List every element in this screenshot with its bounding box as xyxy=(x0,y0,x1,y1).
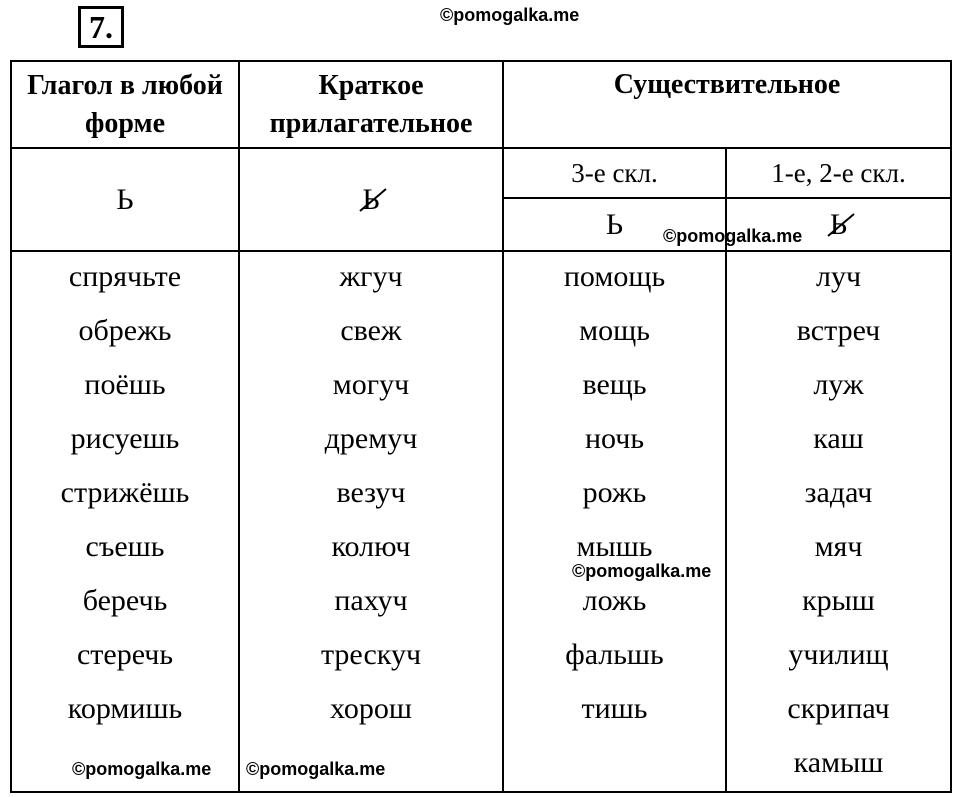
list-item: фальшь xyxy=(565,638,664,671)
list-item: встреч xyxy=(796,314,881,347)
list-item: кормишь xyxy=(67,692,183,725)
list-item: тишь xyxy=(581,692,648,725)
sign-adjective xyxy=(240,149,502,250)
task-number: 7. xyxy=(78,6,124,48)
list-item: обрежь xyxy=(78,314,172,347)
list-item: ночь xyxy=(584,422,645,455)
list-item: колюч xyxy=(331,530,411,563)
spelling-table xyxy=(10,60,952,793)
table-border-right xyxy=(950,60,952,793)
list-item: дремуч xyxy=(324,422,418,455)
list-item: хорош xyxy=(330,692,412,725)
watermark-middle: ©pomogalka.me xyxy=(572,561,712,581)
list-item: каш xyxy=(813,422,864,455)
list-item: свеж xyxy=(340,314,402,347)
list-item: скрипач xyxy=(787,692,890,725)
list-item: луж xyxy=(813,368,864,401)
column-adjectives xyxy=(240,250,502,736)
list-item: помощь xyxy=(563,260,666,293)
list-item: везуч xyxy=(336,476,406,509)
crossed-soft-sign-adjective xyxy=(362,182,380,216)
list-item: крыш xyxy=(802,584,875,617)
crossed-soft-sign-noun xyxy=(829,207,848,241)
list-item: стрижёшь xyxy=(60,476,190,509)
watermark-bottom-left: ©pomogalka.me xyxy=(72,759,212,779)
list-item: училищ xyxy=(788,638,889,671)
column-nouns-3 xyxy=(504,250,725,736)
watermark-signs-row: ©pomogalka.me xyxy=(663,226,803,246)
list-item: камыш xyxy=(793,746,884,779)
list-item: задач xyxy=(804,476,873,509)
list-item: могуч xyxy=(332,368,410,401)
list-item: жгуч xyxy=(339,260,403,293)
header-noun-3: 3-е скл. xyxy=(571,157,658,188)
header-noun-12: 1-е, 2-е скл. xyxy=(771,157,906,188)
list-item: ложь xyxy=(582,584,647,617)
watermark-bottom-center: ©pomogalka.me xyxy=(246,759,386,779)
header-adjective: Краткое прилагательное xyxy=(269,69,473,139)
list-item: вещь xyxy=(582,368,647,401)
header-noun: Существительное xyxy=(613,68,841,100)
watermark-top: ©pomogalka.me xyxy=(440,5,580,25)
header-verb: Глагол в любой форме xyxy=(27,69,223,139)
strike-icon xyxy=(358,187,388,213)
list-item: спрячьте xyxy=(68,260,182,293)
list-item: луч xyxy=(815,260,862,293)
list-item: мяч xyxy=(814,530,863,563)
strike-icon xyxy=(826,212,856,238)
list-item: трескуч xyxy=(320,638,422,671)
sign-adjective-letter: Ь xyxy=(362,182,380,216)
list-item: рожь xyxy=(582,476,647,509)
list-item: поёшь xyxy=(84,368,166,401)
sign-noun-3: Ь xyxy=(605,207,624,241)
list-item: рисуешь xyxy=(70,422,180,455)
table-border-bottom xyxy=(10,791,952,793)
column-verbs xyxy=(12,250,238,736)
sign-noun-12-letter: Ь xyxy=(829,207,848,241)
list-item: пахуч xyxy=(334,584,408,617)
list-item: беречь xyxy=(82,584,168,617)
list-item: съешь xyxy=(85,530,165,563)
column-nouns-12 xyxy=(727,250,950,790)
list-item: мышь xyxy=(576,530,653,563)
list-item: стеречь xyxy=(76,638,174,671)
list-item: мощь xyxy=(579,314,650,347)
sign-verb: Ь xyxy=(116,182,134,216)
